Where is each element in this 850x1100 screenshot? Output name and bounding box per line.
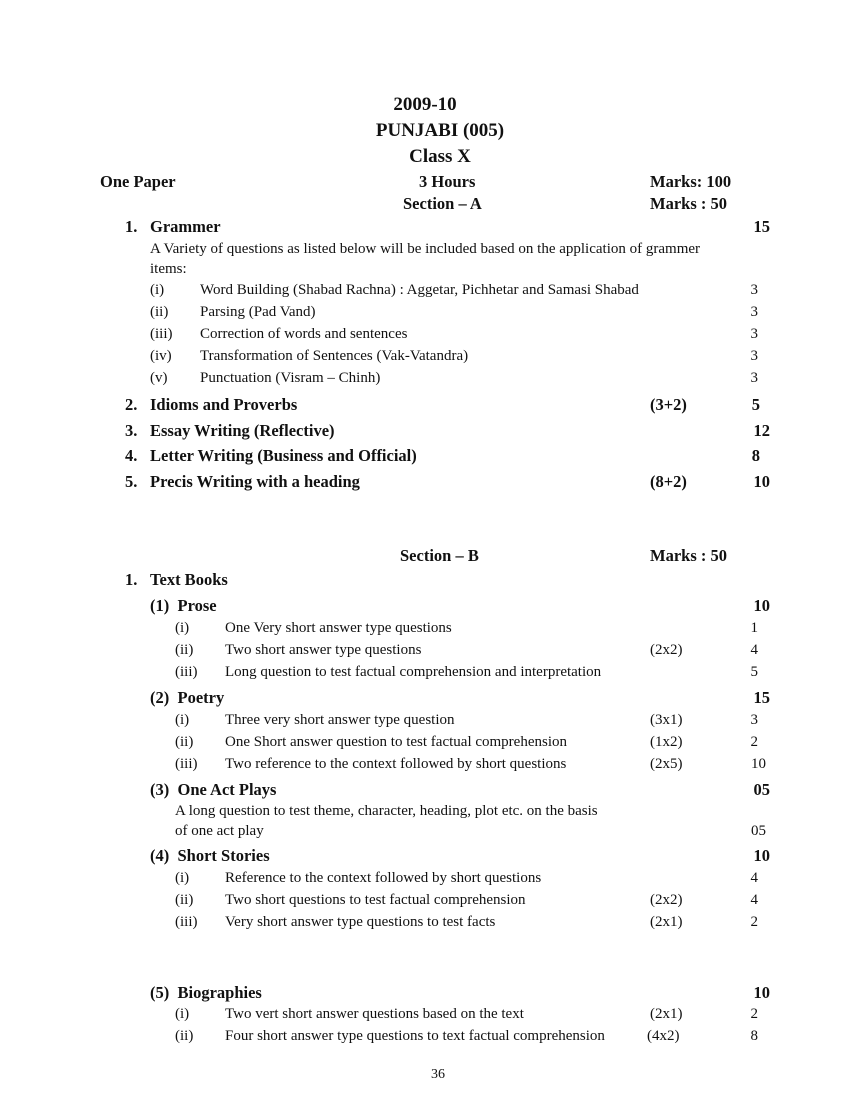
question-number: 4.	[125, 446, 138, 465]
section-a-title: Section – A	[403, 194, 482, 213]
item-text: Two reference to the context followed by short questions	[225, 756, 567, 772]
item-text: Two short answer type questions	[225, 642, 422, 658]
grammer-intro-line: A Variety of questions as listed below will be included based on the application of grammer	[150, 241, 701, 257]
section-a-marks: Marks : 50	[650, 194, 727, 213]
section-b-title: Section – B	[400, 546, 479, 565]
question-marks: 15	[753, 217, 770, 236]
question-marks: 5	[751, 395, 760, 414]
item-marks: 3	[750, 304, 758, 320]
item-text: Transformation of Sentences (Vak-Vatandra)	[200, 348, 469, 364]
item-number: (ii)	[175, 734, 194, 750]
page-number: 36	[431, 1067, 445, 1082]
subsection-title-short-stories: (4) Short Stories	[150, 846, 270, 865]
question-title-grammer: Grammer	[150, 217, 221, 236]
item-text: Two vert short answer questions based on the text	[225, 1006, 524, 1022]
grammer-intro-line: items:	[150, 261, 187, 277]
item-number: (ii)	[150, 304, 169, 320]
item-number: (iii)	[175, 664, 198, 680]
subsection-marks: 10	[753, 596, 770, 615]
document-class: Class X	[409, 146, 471, 167]
item-number: (iv)	[150, 348, 172, 364]
total-marks: Marks: 100	[650, 172, 732, 191]
one-act-description-line: A long question to test theme, character, heading, plot etc. on the basis	[175, 803, 598, 819]
item-marks: 8	[750, 1028, 758, 1044]
item-marks: 3	[750, 348, 758, 364]
item-split: (3x1)	[650, 712, 683, 728]
item-number: (i)	[150, 282, 165, 298]
item-number: (ii)	[175, 642, 194, 658]
item-number: (iii)	[175, 756, 198, 772]
item-text: Parsing (Pad Vand)	[200, 304, 316, 320]
question-number: 1.	[125, 570, 138, 589]
item-split: (2x2)	[650, 892, 683, 908]
item-text: One Very short answer type questions	[225, 620, 452, 636]
item-number: (ii)	[175, 892, 194, 908]
item-split: (2x2)	[650, 642, 683, 658]
item-number: (i)	[175, 712, 190, 728]
question-marks: 12	[753, 421, 770, 440]
item-split: (4x2)	[647, 1028, 680, 1044]
question-title-precis: Precis Writing with a heading	[150, 472, 360, 491]
item-text: Reference to the context followed by short questions	[225, 870, 542, 886]
item-split: (2x1)	[650, 914, 683, 930]
item-marks: 2	[750, 914, 758, 930]
section-b-marks: Marks : 50	[650, 546, 727, 565]
item-number: (iii)	[175, 914, 198, 930]
item-number: (i)	[175, 620, 190, 636]
item-text: Long question to test factual comprehension and interpretation	[225, 664, 602, 680]
item-number: (ii)	[175, 1028, 194, 1044]
question-number: 2.	[125, 395, 138, 414]
question-split: (3+2)	[650, 395, 687, 414]
item-split: (1x2)	[650, 734, 683, 750]
item-marks: 2	[750, 734, 758, 750]
item-marks: 05	[751, 823, 766, 839]
item-marks: 1	[750, 620, 758, 636]
subsection-marks: 05	[753, 780, 770, 799]
question-number: 3.	[125, 421, 138, 440]
item-number: (i)	[175, 870, 190, 886]
item-marks: 3	[750, 370, 758, 386]
item-marks: 3	[750, 712, 758, 728]
document-year: 2009-10	[393, 94, 457, 115]
item-marks: 5	[750, 664, 758, 680]
item-number: (iii)	[150, 326, 173, 342]
item-text: Correction of words and sentences	[200, 326, 408, 342]
question-marks: 8	[751, 446, 760, 465]
one-act-description-line: of one act play	[175, 823, 264, 839]
item-text: Two short questions to test factual comprehension	[225, 892, 526, 908]
document-subject: PUNJABI (005)	[375, 120, 505, 141]
item-marks: 4	[750, 870, 758, 886]
item-number: (v)	[150, 370, 168, 386]
item-text: Punctuation (Visram – Chinh)	[200, 370, 381, 386]
question-title-letter: Letter Writing (Business and Official)	[150, 446, 417, 465]
question-title-essay: Essay Writing (Reflective)	[150, 421, 335, 440]
duration-label: 3 Hours	[419, 172, 476, 191]
paper-label: One Paper	[100, 172, 176, 191]
subsection-marks: 10	[753, 983, 770, 1002]
item-marks: 2	[750, 1006, 758, 1022]
question-title-idioms: Idioms and Proverbs	[150, 395, 298, 414]
subsection-title-poetry: (2) Poetry	[150, 688, 225, 707]
item-number: (i)	[175, 1006, 190, 1022]
item-text: Very short answer type questions to test facts	[225, 914, 496, 930]
subsection-title-one-act-plays: (3) One Act Plays	[150, 780, 277, 799]
item-text: One Short answer question to test factual comprehension	[225, 734, 567, 750]
item-split: (2x5)	[650, 756, 683, 772]
subsection-title-prose: (1) Prose	[150, 596, 217, 615]
item-marks: 3	[750, 282, 758, 298]
subsection-marks: 10	[753, 846, 770, 865]
subsection-title-biographies: (5) Biographies	[150, 983, 262, 1002]
question-marks: 10	[753, 472, 770, 491]
item-marks: 4	[750, 642, 758, 658]
question-number: 1.	[125, 217, 138, 236]
item-split: (2x1)	[650, 1006, 683, 1022]
subsection-marks: 15	[753, 688, 770, 707]
question-split: (8+2)	[650, 472, 687, 491]
question-title-text-books: Text Books	[150, 570, 228, 589]
item-marks: 4	[750, 892, 758, 908]
item-text: Four short answer type questions to text factual comprehension	[225, 1028, 605, 1044]
item-text: Three very short answer type question	[225, 712, 455, 728]
item-marks: 3	[750, 326, 758, 342]
item-marks: 10	[751, 756, 766, 772]
question-number: 5.	[125, 472, 138, 491]
item-text: Word Building (Shabad Rachna) : Aggetar, Pichhetar and Samasi Shabad	[200, 282, 639, 298]
